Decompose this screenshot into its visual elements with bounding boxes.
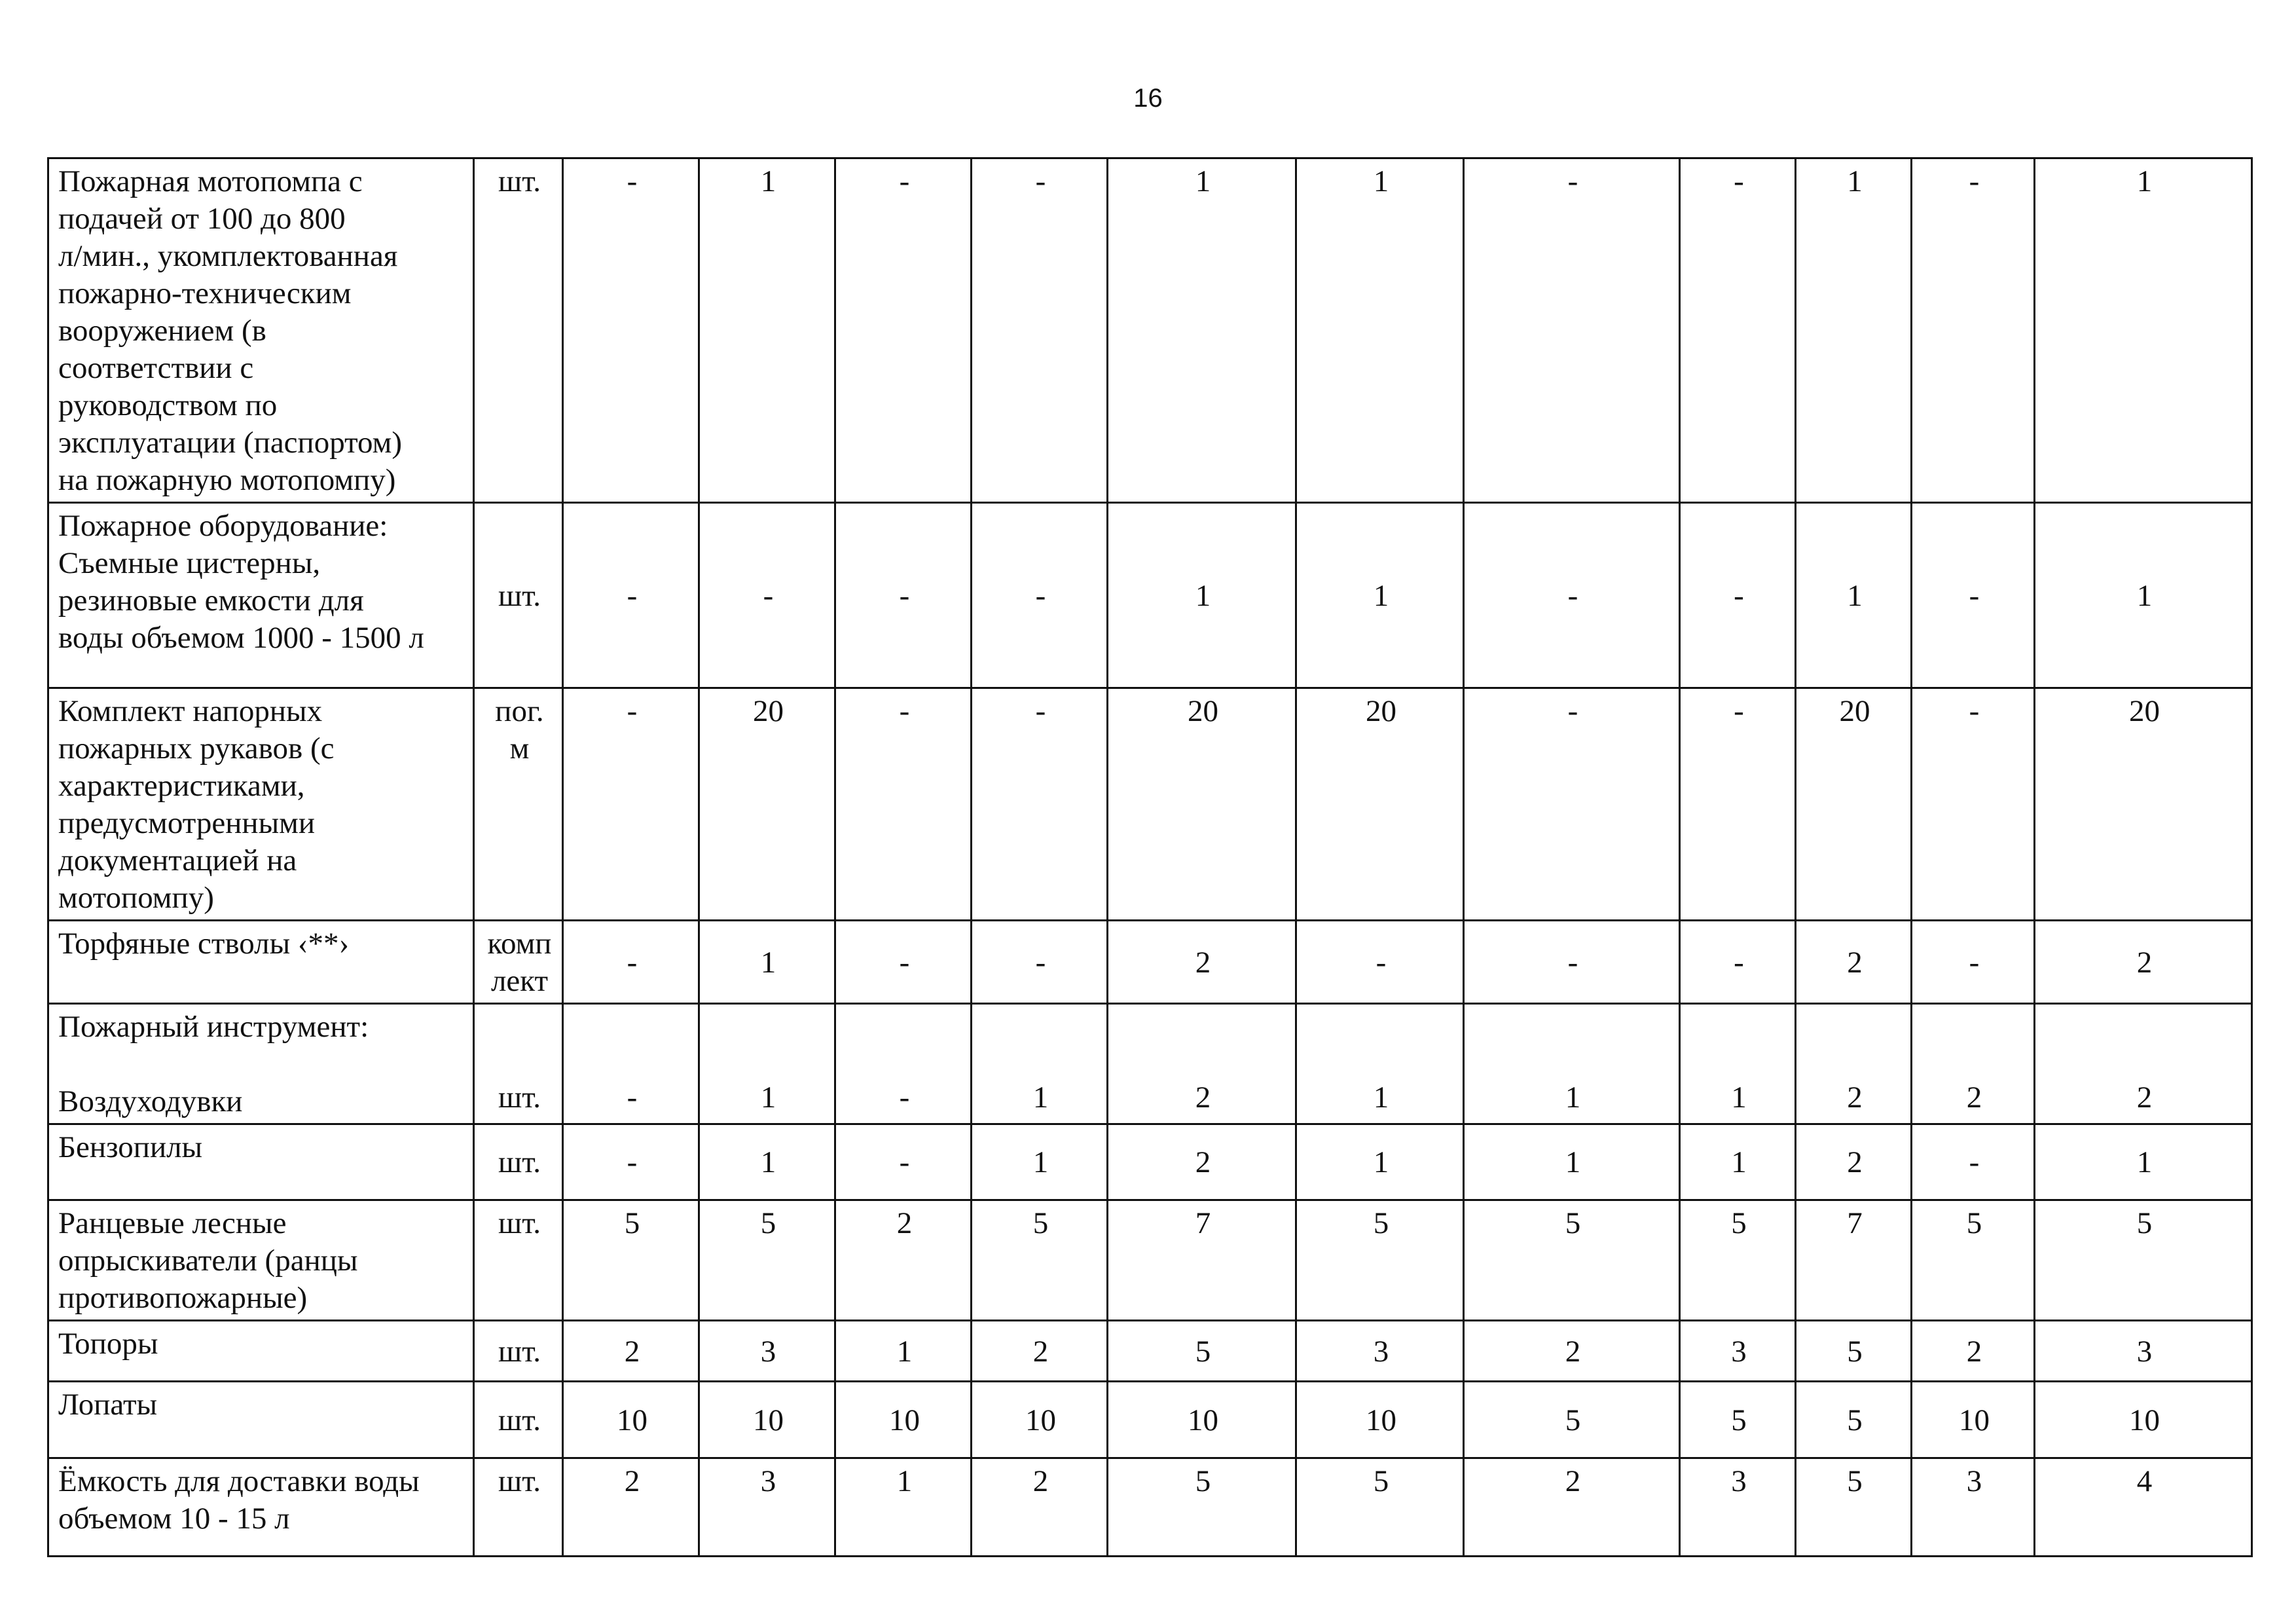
value-cell: - xyxy=(1680,158,1796,503)
value-cell: 1 xyxy=(1464,1124,1680,1200)
item-name-cell xyxy=(48,921,474,1004)
value-cell: - xyxy=(1464,921,1680,1004)
item-name-line: Ёмкость для доставки воды xyxy=(58,1464,420,1498)
unit-line: м xyxy=(509,731,530,766)
item-name-line: Пожарное оборудование: xyxy=(58,509,388,543)
unit-cell xyxy=(474,688,563,921)
value-cell: 1 xyxy=(699,1124,835,1200)
unit-line: шт. xyxy=(498,578,541,613)
value-cell: 1 xyxy=(1296,1004,1464,1124)
item-name-line: противопожарные) xyxy=(58,1281,308,1315)
item-name-cell xyxy=(48,1200,474,1321)
table-row xyxy=(48,1200,2252,1321)
value-cell: - xyxy=(1464,503,1680,688)
value-cell: 1 xyxy=(1296,1124,1464,1200)
value-cell: 5 xyxy=(1296,1200,1464,1321)
value-cell: 2 xyxy=(1796,921,1912,1004)
unit-cell xyxy=(474,158,563,503)
value-cell: 5 xyxy=(1464,1200,1680,1321)
table-row xyxy=(48,1321,2252,1382)
value-cell: 1 xyxy=(1296,158,1464,503)
value-cell: - xyxy=(835,1124,972,1200)
value-cell: 2 xyxy=(2035,921,2252,1004)
value-cell: - xyxy=(699,503,835,688)
unit-line: шт. xyxy=(498,1334,541,1369)
value-cell: 3 xyxy=(1680,1321,1796,1382)
unit-cell xyxy=(474,1124,563,1200)
item-name-line: объемом 10 - 15 л xyxy=(58,1502,290,1536)
unit-line: шт. xyxy=(498,1145,541,1179)
item-name-line: Торфяные стволы ‹**› xyxy=(58,927,350,961)
value-cell: 5 xyxy=(563,1200,699,1321)
value-cell: 7 xyxy=(1108,1200,1296,1321)
value-cell: 1 xyxy=(972,1004,1108,1124)
value-cell: 20 xyxy=(699,688,835,921)
item-name-line: документацией на xyxy=(58,843,297,877)
value-cell: 1 xyxy=(835,1321,972,1382)
value-cell: - xyxy=(1464,688,1680,921)
value-cell: - xyxy=(563,1004,699,1124)
unit-line: шт. xyxy=(498,1206,541,1240)
item-name-line: руководством по xyxy=(58,388,278,422)
line-spacer xyxy=(58,1046,466,1083)
unit-cell xyxy=(474,503,563,688)
value-cell: 10 xyxy=(699,1382,835,1458)
table-row xyxy=(48,158,2252,503)
unit-line: шт. xyxy=(498,164,541,198)
value-cell: 2 xyxy=(972,1458,1108,1557)
value-cell: - xyxy=(563,503,699,688)
item-name-line: л/мин., укомплектованная xyxy=(58,239,398,273)
value-cell: - xyxy=(1680,688,1796,921)
value-cell: 10 xyxy=(2035,1382,2252,1458)
unit-cell xyxy=(474,1382,563,1458)
table-row xyxy=(48,1382,2252,1458)
unit-line: лект xyxy=(490,964,549,998)
table-row xyxy=(48,503,2252,688)
value-cell: 1 xyxy=(835,1458,972,1557)
unit-line: шт. xyxy=(498,1403,541,1437)
value-cell: - xyxy=(972,503,1108,688)
value-cell: 20 xyxy=(1796,688,1912,921)
item-name-line: Пожарная мотопомпа с xyxy=(58,164,363,198)
table-row xyxy=(48,1004,2252,1124)
value-cell: 1 xyxy=(1796,158,1912,503)
value-cell: 3 xyxy=(1912,1458,2035,1557)
value-cell: - xyxy=(1296,921,1464,1004)
value-cell: 1 xyxy=(2035,1124,2252,1200)
value-cell: 5 xyxy=(1464,1382,1680,1458)
value-cell: 1 xyxy=(1464,1004,1680,1124)
value-cell: - xyxy=(972,688,1108,921)
value-cell: 2 xyxy=(835,1200,972,1321)
value-cell: - xyxy=(835,503,972,688)
value-cell: - xyxy=(835,1004,972,1124)
value-cell: 1 xyxy=(699,1004,835,1124)
value-cell: - xyxy=(1912,1124,2035,1200)
unit-line: шт. xyxy=(498,1080,541,1115)
unit-cell xyxy=(474,1004,563,1124)
value-cell: 5 xyxy=(1680,1382,1796,1458)
unit-cell xyxy=(474,1200,563,1321)
value-cell: 5 xyxy=(1796,1382,1912,1458)
value-cell: 2 xyxy=(563,1321,699,1382)
item-name-cell xyxy=(48,158,474,503)
value-cell: 2 xyxy=(1912,1004,2035,1124)
item-name-line: на пожарную мотопомпу) xyxy=(58,463,396,497)
table-row xyxy=(48,1458,2252,1557)
value-cell: 5 xyxy=(1108,1321,1296,1382)
value-cell: - xyxy=(1912,688,2035,921)
item-name-line: пожарно-техническим xyxy=(58,276,352,310)
value-cell: 2 xyxy=(1796,1004,1912,1124)
item-name-line: Воздуходувки xyxy=(58,1084,243,1118)
value-cell: 2 xyxy=(1108,921,1296,1004)
value-cell: 10 xyxy=(1108,1382,1296,1458)
value-cell: 1 xyxy=(972,1124,1108,1200)
item-name-line: Ранцевые лесные xyxy=(58,1206,287,1240)
value-cell: 2 xyxy=(1108,1004,1296,1124)
value-cell: - xyxy=(972,921,1108,1004)
item-name-cell xyxy=(48,1382,474,1458)
item-name-line: Лопаты xyxy=(58,1388,158,1422)
value-cell: 2 xyxy=(972,1321,1108,1382)
value-cell: 1 xyxy=(1680,1004,1796,1124)
item-name-line: предусмотренными xyxy=(58,806,316,840)
value-cell: - xyxy=(1912,503,2035,688)
page-number: 16 xyxy=(1133,84,1163,113)
value-cell: 10 xyxy=(1296,1382,1464,1458)
value-cell: 5 xyxy=(1296,1458,1464,1557)
unit-cell xyxy=(474,1458,563,1557)
item-name-cell xyxy=(48,503,474,688)
value-cell: 1 xyxy=(2035,503,2252,688)
item-name-line: соответствии с xyxy=(58,351,254,385)
value-cell: 5 xyxy=(1796,1458,1912,1557)
value-cell: - xyxy=(1912,158,2035,503)
table-body xyxy=(48,158,2252,1557)
value-cell: 2 xyxy=(1464,1458,1680,1557)
unit-line: комп xyxy=(487,927,552,961)
value-cell: - xyxy=(835,688,972,921)
value-cell: 5 xyxy=(699,1200,835,1321)
value-cell: 1 xyxy=(1680,1124,1796,1200)
item-name-cell xyxy=(48,1124,474,1200)
value-cell: - xyxy=(563,921,699,1004)
value-cell: 20 xyxy=(2035,688,2252,921)
table-row xyxy=(48,688,2252,921)
item-name-line: мотопомпу) xyxy=(58,881,214,915)
value-cell: 7 xyxy=(1796,1200,1912,1321)
value-cell: 20 xyxy=(1296,688,1464,921)
item-name-line: вооружением (в xyxy=(58,314,266,348)
item-name-line: воды объемом 1000 - 1500 л xyxy=(58,621,424,655)
item-name-line: Бензопилы xyxy=(58,1130,203,1164)
value-cell: - xyxy=(835,158,972,503)
table-row xyxy=(48,921,2252,1004)
value-cell: 2 xyxy=(1796,1124,1912,1200)
value-cell: 3 xyxy=(699,1321,835,1382)
value-cell: 10 xyxy=(835,1382,972,1458)
value-cell: - xyxy=(1680,921,1796,1004)
item-name-line: пожарных рукавов (с xyxy=(58,731,335,766)
item-name-cell xyxy=(48,688,474,921)
item-name-line: эксплуатации (паспортом) xyxy=(58,426,402,460)
value-cell: - xyxy=(835,921,972,1004)
value-cell: - xyxy=(563,1124,699,1200)
value-cell: 2 xyxy=(1464,1321,1680,1382)
value-cell: 2 xyxy=(1108,1124,1296,1200)
value-cell: 10 xyxy=(1912,1382,2035,1458)
value-cell: 20 xyxy=(1108,688,1296,921)
value-cell: 1 xyxy=(1108,503,1296,688)
value-cell: - xyxy=(972,158,1108,503)
value-cell: 5 xyxy=(1680,1200,1796,1321)
unit-line: шт. xyxy=(498,1464,541,1498)
value-cell: 1 xyxy=(1108,158,1296,503)
value-cell: 1 xyxy=(2035,158,2252,503)
item-name-line: резиновые емкости для xyxy=(58,583,364,618)
value-cell: 5 xyxy=(1912,1200,2035,1321)
item-name-line: Съемные цистерны, xyxy=(58,546,321,580)
unit-cell xyxy=(474,921,563,1004)
item-name-cell xyxy=(48,1458,474,1557)
value-cell: 4 xyxy=(2035,1458,2252,1557)
value-cell: 5 xyxy=(1796,1321,1912,1382)
item-name-line: характеристиками, xyxy=(58,769,305,803)
value-cell: 2 xyxy=(1912,1321,2035,1382)
value-cell: 2 xyxy=(563,1458,699,1557)
item-name-cell xyxy=(48,1321,474,1382)
unit-cell xyxy=(474,1321,563,1382)
value-cell: - xyxy=(1680,503,1796,688)
value-cell: 5 xyxy=(2035,1200,2252,1321)
value-cell: 1 xyxy=(699,921,835,1004)
item-name-line: Пожарный инструмент: xyxy=(58,1010,369,1044)
value-cell: 5 xyxy=(1108,1458,1296,1557)
item-name-line: Топоры xyxy=(58,1327,158,1361)
value-cell: 1 xyxy=(699,158,835,503)
table-row xyxy=(48,1124,2252,1200)
unit-line: пог. xyxy=(495,694,544,728)
value-cell: 10 xyxy=(563,1382,699,1458)
value-cell: 3 xyxy=(2035,1321,2252,1382)
value-cell: - xyxy=(563,688,699,921)
value-cell: 2 xyxy=(2035,1004,2252,1124)
value-cell: 3 xyxy=(699,1458,835,1557)
value-cell: 3 xyxy=(1296,1321,1464,1382)
equipment-table xyxy=(47,157,2253,1557)
value-cell: - xyxy=(563,158,699,503)
value-cell: - xyxy=(1464,158,1680,503)
item-name-line: Комплект напорных xyxy=(58,694,323,728)
value-cell: - xyxy=(1912,921,2035,1004)
item-name-cell xyxy=(48,1004,474,1124)
value-cell: 5 xyxy=(972,1200,1108,1321)
value-cell: 1 xyxy=(1796,503,1912,688)
value-cell: 10 xyxy=(972,1382,1108,1458)
value-cell: 1 xyxy=(1296,503,1464,688)
item-name-line: подачей от 100 до 800 xyxy=(58,202,346,236)
item-name-line: опрыскиватели (ранцы xyxy=(58,1244,358,1278)
value-cell: 3 xyxy=(1680,1458,1796,1557)
